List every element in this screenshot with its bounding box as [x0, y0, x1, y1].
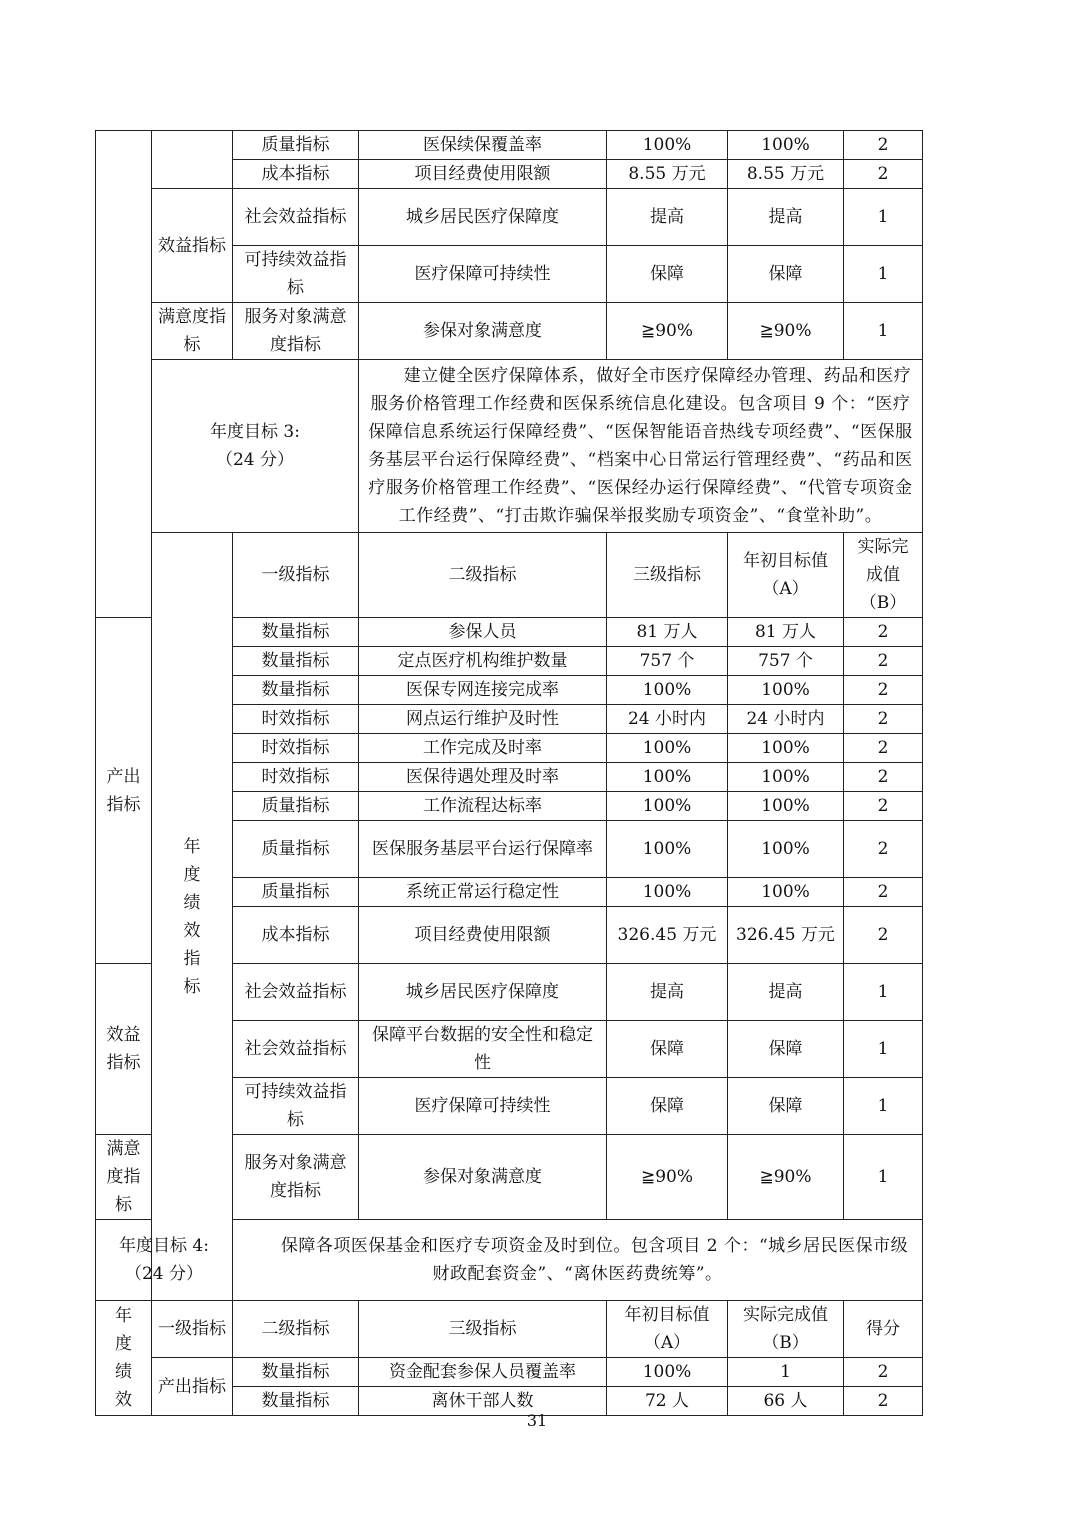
score-cell: 2	[844, 734, 923, 763]
actual-cell: 326.45 万元	[728, 907, 844, 964]
level1-output-cell: 产出指标	[152, 1358, 233, 1416]
level2-cell: 时效指标	[233, 705, 359, 734]
level3-cell: 医保服务基层平台运行保障率	[359, 821, 607, 878]
level3-cell: 定点医疗机构维护数量	[359, 647, 607, 676]
level3-cell: 参保对象满意度	[359, 1135, 607, 1220]
target-cell: 326.45 万元	[607, 907, 728, 964]
goal4-description-cell	[233, 1220, 923, 1301]
table-row	[96, 303, 923, 360]
actual-cell: 8.55 万元	[728, 160, 844, 189]
header-actual: 实际完成值（B）	[728, 1301, 844, 1358]
actual-cell: 1	[728, 1358, 844, 1387]
page-number: 31	[526, 1411, 548, 1430]
goal3-description: 建立健全医疗保障体系，做好全市医疗保障经办管理、药品和医疗服务价格管理工作经费和医保系统信息化建设。包含项目 9 个：“医疗保障信息系统运行保障经费”、“医保智能语音热线专项经费”、“医保服务基层平台运行保障经费”、“档案中心日常运行管理经费”、“药品和医疗服务价格管理工作经费”、“医保经办运行保障经费”、“代管专项资金工作经费”、“打击欺诈骗保举报奖励专项资金”、“食堂补助”。	[368, 366, 913, 526]
level3-cell: 城乡居民医疗保障度	[359, 189, 607, 246]
level3-cell: 工作流程达标率	[359, 792, 607, 821]
actual-cell: 757 个	[728, 647, 844, 676]
score-cell: 1	[844, 964, 923, 1021]
target-cell: 提高	[607, 964, 728, 1021]
score-cell: 2	[844, 763, 923, 792]
actual-cell: 100%	[728, 676, 844, 705]
level1-output-cell: 产出指标	[96, 618, 152, 964]
level2-cell: 质量指标	[233, 792, 359, 821]
target-cell: 提高	[607, 189, 728, 246]
header-level3: 三级指标	[359, 1301, 607, 1358]
actual-cell: 保障	[728, 246, 844, 303]
level3-cell: 离休干部人数	[359, 1387, 607, 1416]
target-cell: 100%	[607, 1358, 728, 1387]
target-cell: 757 个	[607, 647, 728, 676]
target-cell: 100%	[607, 878, 728, 907]
header-row	[96, 533, 923, 618]
goal4-label: 年度目标 4:	[119, 1236, 209, 1256]
target-cell: 24 小时内	[607, 705, 728, 734]
level2-cell: 成本指标	[233, 160, 359, 189]
level3-cell: 参保对象满意度	[359, 303, 607, 360]
goal3-description-cell	[359, 360, 923, 533]
level2-cell: 数量指标	[233, 1358, 359, 1387]
goal3-label: 年度目标 3:	[210, 422, 300, 442]
level2-cell: 时效指标	[233, 734, 359, 763]
level2-cell: 数量指标	[233, 618, 359, 647]
target-cell: 保障	[607, 246, 728, 303]
actual-cell: 100%	[728, 131, 844, 160]
level3-cell: 保障平台数据的安全性和稳定性	[359, 1021, 607, 1078]
target-cell: 保障	[607, 1021, 728, 1078]
score-cell: 2	[844, 878, 923, 907]
header-level2: 二级指标	[359, 533, 607, 618]
header-target: 年初目标值（A）	[728, 533, 844, 618]
level2-cell: 可持续效益指标	[233, 246, 359, 303]
target-cell: 8.55 万元	[607, 160, 728, 189]
header-level2: 二级指标	[233, 1301, 359, 1358]
target-cell: 100%	[607, 821, 728, 878]
actual-cell: 66 人	[728, 1387, 844, 1416]
score-cell: 2	[844, 618, 923, 647]
level2-cell: 服务对象满意度指标	[233, 1135, 359, 1220]
header-level1: 一级指标	[233, 533, 359, 618]
section-cell-continued	[96, 131, 152, 618]
score-cell: 2	[844, 160, 923, 189]
level3-cell: 工作完成及时率	[359, 734, 607, 763]
score-cell: 1	[844, 1078, 923, 1135]
score-cell: 2	[844, 647, 923, 676]
level1-satisfaction-cell: 满意度指标	[152, 303, 233, 360]
section-label: 年度绩效	[115, 1306, 132, 1410]
score-cell: 2	[844, 705, 923, 734]
level2-cell: 可持续效益指标	[233, 1078, 359, 1135]
level2-cell: 数量指标	[233, 676, 359, 705]
goal-row	[96, 360, 923, 533]
actual-cell: 保障	[728, 1021, 844, 1078]
actual-cell: 100%	[728, 734, 844, 763]
level3-cell: 资金配套参保人员覆盖率	[359, 1358, 607, 1387]
actual-cell: 100%	[728, 763, 844, 792]
target-cell: 100%	[607, 763, 728, 792]
header-level3: 三级指标	[607, 533, 728, 618]
score-cell: 2	[844, 1387, 923, 1416]
goal3-label-cell	[152, 360, 359, 533]
goal4-description: 保障各项医保基金和医疗专项资金及时到位。包含项目 2 个：“城乡居民医保市级财政配套资金”、“离休医药费统筹”。	[280, 1236, 909, 1284]
goal4-points: （24 分）	[124, 1264, 204, 1284]
score-cell: 2	[844, 792, 923, 821]
score-cell: 1	[844, 1135, 923, 1220]
level3-cell: 医保续保覆盖率	[359, 131, 607, 160]
score-cell: 1	[844, 189, 923, 246]
actual-cell: ≧90%	[728, 303, 844, 360]
target-cell: 保障	[607, 1078, 728, 1135]
level2-cell: 社会效益指标	[233, 964, 359, 1021]
header-target: 年初目标值（A）	[607, 1301, 728, 1358]
level3-cell: 医疗保障可持续性	[359, 246, 607, 303]
score-cell: 2	[844, 821, 923, 878]
header-level1: 一级指标	[152, 1301, 233, 1358]
score-cell: 2	[844, 907, 923, 964]
level2-cell: 社会效益指标	[233, 189, 359, 246]
target-cell: 100%	[607, 792, 728, 821]
target-cell: 100%	[607, 734, 728, 763]
actual-cell: 保障	[728, 1078, 844, 1135]
score-cell: 2	[844, 1358, 923, 1387]
level3-cell: 参保人员	[359, 618, 607, 647]
target-cell: 81 万人	[607, 618, 728, 647]
goal4-label-cell	[96, 1220, 233, 1301]
score-cell: 2	[844, 131, 923, 160]
actual-cell: 100%	[728, 821, 844, 878]
actual-cell: 100%	[728, 792, 844, 821]
level2-cell: 数量指标	[233, 1387, 359, 1416]
level2-cell: 质量指标	[233, 821, 359, 878]
score-cell: 1	[844, 1021, 923, 1078]
level2-cell: 质量指标	[233, 878, 359, 907]
target-cell: ≧90%	[607, 1135, 728, 1220]
actual-cell: 81 万人	[728, 618, 844, 647]
table-row	[96, 1358, 923, 1387]
table-row	[96, 131, 923, 160]
target-cell: ≧90%	[607, 303, 728, 360]
level3-cell: 医保待遇处理及时率	[359, 763, 607, 792]
header-actual: 实际完成值（B）	[844, 533, 923, 618]
score-cell: 1	[844, 246, 923, 303]
level3-cell: 网点运行维护及时性	[359, 705, 607, 734]
level2-cell: 质量指标	[233, 131, 359, 160]
level3-cell: 城乡居民医疗保障度	[359, 964, 607, 1021]
level2-cell: 时效指标	[233, 763, 359, 792]
target-cell: 100%	[607, 676, 728, 705]
level2-cell: 数量指标	[233, 647, 359, 676]
level2-cell: 服务对象满意度指标	[233, 303, 359, 360]
section-label: 年度绩效指标	[183, 836, 201, 997]
target-cell: 100%	[607, 131, 728, 160]
level3-cell: 医保专网连接完成率	[359, 676, 607, 705]
header-row	[96, 1301, 923, 1358]
level1-benefit-cell: 效益指标	[152, 189, 233, 303]
actual-cell: 24 小时内	[728, 705, 844, 734]
actual-cell: 100%	[728, 878, 844, 907]
table-row	[96, 189, 923, 246]
performance-table	[95, 130, 923, 1416]
level2-cell: 成本指标	[233, 907, 359, 964]
level1-benefit-cell: 效益指标	[96, 964, 152, 1135]
actual-cell: ≧90%	[728, 1135, 844, 1220]
actual-cell: 提高	[728, 189, 844, 246]
section-cell	[152, 533, 233, 1301]
level3-cell: 项目经费使用限额	[359, 907, 607, 964]
score-cell: 1	[844, 303, 923, 360]
actual-cell: 提高	[728, 964, 844, 1021]
goal3-points: （24 分）	[215, 450, 295, 470]
section-cell	[96, 1301, 152, 1416]
level3-cell: 医疗保障可持续性	[359, 1078, 607, 1135]
level2-cell: 社会效益指标	[233, 1021, 359, 1078]
level3-cell: 系统正常运行稳定性	[359, 878, 607, 907]
level3-cell: 项目经费使用限额	[359, 160, 607, 189]
goal-row	[96, 1220, 923, 1301]
score-cell: 2	[844, 676, 923, 705]
level1-cell-continued	[152, 131, 233, 189]
level1-satisfaction-cell: 满意度指标	[96, 1135, 152, 1220]
target-cell: 72 人	[607, 1387, 728, 1416]
header-score: 得分	[844, 1301, 923, 1358]
